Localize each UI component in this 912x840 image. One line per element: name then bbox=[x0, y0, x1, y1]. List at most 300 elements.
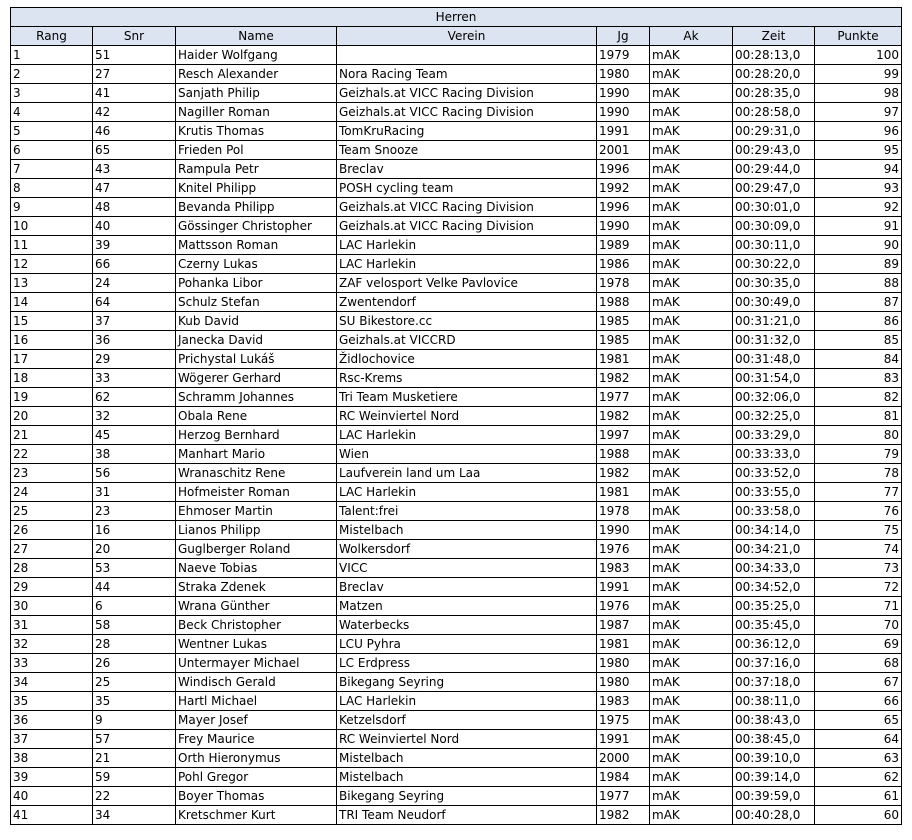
cell-ak: mAK bbox=[650, 464, 733, 483]
cell-ak: mAK bbox=[650, 350, 733, 369]
header-row bbox=[11, 27, 902, 46]
cell-snr: 25 bbox=[93, 673, 176, 692]
cell-punkte: 81 bbox=[815, 407, 902, 426]
table-row bbox=[11, 426, 902, 445]
cell-name: Pohanka Libor bbox=[176, 274, 337, 293]
cell-jg: 1983 bbox=[597, 559, 650, 578]
cell-ak: mAK bbox=[650, 540, 733, 559]
cell-verein: LCU Pyhra bbox=[337, 635, 597, 654]
cell-verein: Mistelbach bbox=[337, 749, 597, 768]
cell-rang: 4 bbox=[11, 103, 93, 122]
table-row bbox=[11, 369, 902, 388]
cell-snr: 22 bbox=[93, 787, 176, 806]
cell-verein: Geizhals.at VICCRD bbox=[337, 331, 597, 350]
cell-ak: mAK bbox=[650, 502, 733, 521]
cell-punkte: 94 bbox=[815, 160, 902, 179]
cell-verein: VICC bbox=[337, 559, 597, 578]
cell-verein: Rsc-Krems bbox=[337, 369, 597, 388]
table-row bbox=[11, 616, 902, 635]
cell-verein: SU Bikestore.cc bbox=[337, 312, 597, 331]
cell-verein: LAC Harlekin bbox=[337, 692, 597, 711]
table-row bbox=[11, 179, 902, 198]
cell-ak: mAK bbox=[650, 103, 733, 122]
table-row bbox=[11, 806, 902, 825]
cell-snr: 53 bbox=[93, 559, 176, 578]
cell-name: Guglberger Roland bbox=[176, 540, 337, 559]
cell-rang: 2 bbox=[11, 65, 93, 84]
cell-ak: mAK bbox=[650, 578, 733, 597]
cell-zeit: 00:30:35,0 bbox=[733, 274, 815, 293]
cell-snr: 20 bbox=[93, 540, 176, 559]
cell-punkte: 65 bbox=[815, 711, 902, 730]
cell-verein: Breclav bbox=[337, 160, 597, 179]
cell-verein: Mistelbach bbox=[337, 768, 597, 787]
cell-punkte: 83 bbox=[815, 369, 902, 388]
cell-punkte: 87 bbox=[815, 293, 902, 312]
table-row bbox=[11, 103, 902, 122]
table-row bbox=[11, 407, 902, 426]
cell-name: Wranaschitz Rene bbox=[176, 464, 337, 483]
cell-punkte: 90 bbox=[815, 236, 902, 255]
cell-zeit: 00:38:45,0 bbox=[733, 730, 815, 749]
cell-rang: 29 bbox=[11, 578, 93, 597]
cell-jg: 2001 bbox=[597, 141, 650, 160]
table-row bbox=[11, 502, 902, 521]
cell-zeit: 00:35:25,0 bbox=[733, 597, 815, 616]
cell-jg: 1990 bbox=[597, 84, 650, 103]
cell-snr: 51 bbox=[93, 46, 176, 65]
cell-verein: LC Erdpress bbox=[337, 654, 597, 673]
cell-rang: 35 bbox=[11, 692, 93, 711]
cell-jg: 1981 bbox=[597, 483, 650, 502]
cell-ak: mAK bbox=[650, 616, 733, 635]
table-row bbox=[11, 578, 902, 597]
cell-ak: mAK bbox=[650, 141, 733, 160]
cell-jg: 1975 bbox=[597, 711, 650, 730]
cell-name: Schulz Stefan bbox=[176, 293, 337, 312]
cell-ak: mAK bbox=[650, 293, 733, 312]
table-row bbox=[11, 711, 902, 730]
cell-name: Obala Rene bbox=[176, 407, 337, 426]
cell-zeit: 00:31:54,0 bbox=[733, 369, 815, 388]
cell-jg: 2000 bbox=[597, 749, 650, 768]
cell-zeit: 00:34:52,0 bbox=[733, 578, 815, 597]
cell-snr: 28 bbox=[93, 635, 176, 654]
cell-rang: 33 bbox=[11, 654, 93, 673]
cell-name: Boyer Thomas bbox=[176, 787, 337, 806]
cell-name: Sanjath Philip bbox=[176, 84, 337, 103]
cell-ak: mAK bbox=[650, 255, 733, 274]
cell-verein: Židlochovice bbox=[337, 350, 597, 369]
cell-ak: mAK bbox=[650, 46, 733, 65]
cell-verein: Matzen bbox=[337, 597, 597, 616]
cell-name: Ehmoser Martin bbox=[176, 502, 337, 521]
cell-snr: 34 bbox=[93, 806, 176, 825]
cell-verein: Wolkersdorf bbox=[337, 540, 597, 559]
cell-zeit: 00:33:52,0 bbox=[733, 464, 815, 483]
cell-verein: TRI Team Neudorf bbox=[337, 806, 597, 825]
cell-punkte: 63 bbox=[815, 749, 902, 768]
cell-ak: mAK bbox=[650, 65, 733, 84]
cell-zeit: 00:34:21,0 bbox=[733, 540, 815, 559]
cell-snr: 65 bbox=[93, 141, 176, 160]
cell-rang: 6 bbox=[11, 141, 93, 160]
cell-ak: mAK bbox=[650, 274, 733, 293]
cell-snr: 59 bbox=[93, 768, 176, 787]
cell-punkte: 79 bbox=[815, 445, 902, 464]
cell-snr: 44 bbox=[93, 578, 176, 597]
cell-ak: mAK bbox=[650, 559, 733, 578]
table-row bbox=[11, 141, 902, 160]
cell-rang: 3 bbox=[11, 84, 93, 103]
cell-snr: 42 bbox=[93, 103, 176, 122]
cell-verein: Team Snooze bbox=[337, 141, 597, 160]
cell-verein: Wien bbox=[337, 445, 597, 464]
cell-name: Resch Alexander bbox=[176, 65, 337, 84]
cell-ak: mAK bbox=[650, 198, 733, 217]
cell-punkte: 70 bbox=[815, 616, 902, 635]
cell-snr: 48 bbox=[93, 198, 176, 217]
table-row bbox=[11, 464, 902, 483]
cell-rang: 36 bbox=[11, 711, 93, 730]
cell-snr: 32 bbox=[93, 407, 176, 426]
cell-snr: 46 bbox=[93, 122, 176, 141]
cell-punkte: 60 bbox=[815, 806, 902, 825]
table-row bbox=[11, 559, 902, 578]
cell-name: Prichystal Lukáš bbox=[176, 350, 337, 369]
table-row bbox=[11, 312, 902, 331]
col-header-verein: Verein bbox=[337, 27, 597, 46]
cell-ak: mAK bbox=[650, 426, 733, 445]
cell-rang: 15 bbox=[11, 312, 93, 331]
table-row bbox=[11, 46, 902, 65]
cell-zeit: 00:39:59,0 bbox=[733, 787, 815, 806]
cell-verein: Geizhals.at VICC Racing Division bbox=[337, 103, 597, 122]
cell-verein: POSH cycling team bbox=[337, 179, 597, 198]
cell-jg: 1991 bbox=[597, 122, 650, 141]
cell-name: Nagiller Roman bbox=[176, 103, 337, 122]
cell-ak: mAK bbox=[650, 806, 733, 825]
cell-punkte: 68 bbox=[815, 654, 902, 673]
cell-verein: Tri Team Musketiere bbox=[337, 388, 597, 407]
cell-punkte: 72 bbox=[815, 578, 902, 597]
table-row bbox=[11, 160, 902, 179]
cell-rang: 5 bbox=[11, 122, 93, 141]
table-row bbox=[11, 787, 902, 806]
cell-zeit: 00:37:16,0 bbox=[733, 654, 815, 673]
cell-punkte: 69 bbox=[815, 635, 902, 654]
table-row bbox=[11, 540, 902, 559]
table-row bbox=[11, 122, 902, 141]
cell-zeit: 00:30:11,0 bbox=[733, 236, 815, 255]
cell-ak: mAK bbox=[650, 787, 733, 806]
cell-snr: 31 bbox=[93, 483, 176, 502]
cell-jg: 1982 bbox=[597, 369, 650, 388]
col-header-zeit: Zeit bbox=[733, 27, 815, 46]
cell-rang: 21 bbox=[11, 426, 93, 445]
cell-ak: mAK bbox=[650, 711, 733, 730]
cell-zeit: 00:29:44,0 bbox=[733, 160, 815, 179]
cell-jg: 1996 bbox=[597, 198, 650, 217]
cell-zeit: 00:32:25,0 bbox=[733, 407, 815, 426]
cell-verein: Nora Racing Team bbox=[337, 65, 597, 84]
cell-punkte: 85 bbox=[815, 331, 902, 350]
cell-verein: Breclav bbox=[337, 578, 597, 597]
cell-name: Bevanda Philipp bbox=[176, 198, 337, 217]
cell-jg: 1985 bbox=[597, 312, 650, 331]
cell-verein: ZAF velosport Velke Pavlovice bbox=[337, 274, 597, 293]
cell-zeit: 00:30:22,0 bbox=[733, 255, 815, 274]
cell-name: Frey Maurice bbox=[176, 730, 337, 749]
cell-jg: 1978 bbox=[597, 274, 650, 293]
cell-ak: mAK bbox=[650, 217, 733, 236]
cell-punkte: 61 bbox=[815, 787, 902, 806]
cell-jg: 1990 bbox=[597, 521, 650, 540]
cell-ak: mAK bbox=[650, 331, 733, 350]
cell-jg: 1977 bbox=[597, 787, 650, 806]
cell-zeit: 00:35:45,0 bbox=[733, 616, 815, 635]
cell-name: Krutis Thomas bbox=[176, 122, 337, 141]
cell-punkte: 74 bbox=[815, 540, 902, 559]
cell-punkte: 82 bbox=[815, 388, 902, 407]
cell-rang: 12 bbox=[11, 255, 93, 274]
cell-jg: 1980 bbox=[597, 673, 650, 692]
cell-verein: Bikegang Seyring bbox=[337, 673, 597, 692]
cell-punkte: 97 bbox=[815, 103, 902, 122]
cell-jg: 1990 bbox=[597, 103, 650, 122]
cell-ak: mAK bbox=[650, 407, 733, 426]
title-row bbox=[11, 8, 902, 27]
cell-snr: 6 bbox=[93, 597, 176, 616]
cell-jg: 1991 bbox=[597, 730, 650, 749]
cell-verein: LAC Harlekin bbox=[337, 426, 597, 445]
cell-ak: mAK bbox=[650, 597, 733, 616]
col-header-punkte: Punkte bbox=[815, 27, 902, 46]
cell-name: Wögerer Gerhard bbox=[176, 369, 337, 388]
cell-zeit: 00:33:55,0 bbox=[733, 483, 815, 502]
cell-jg: 1980 bbox=[597, 65, 650, 84]
table-row bbox=[11, 730, 902, 749]
cell-zeit: 00:38:11,0 bbox=[733, 692, 815, 711]
cell-zeit: 00:40:28,0 bbox=[733, 806, 815, 825]
cell-ak: mAK bbox=[650, 122, 733, 141]
cell-name: Wentner Lukas bbox=[176, 635, 337, 654]
cell-jg: 1990 bbox=[597, 217, 650, 236]
cell-verein: LAC Harlekin bbox=[337, 255, 597, 274]
cell-rang: 10 bbox=[11, 217, 93, 236]
cell-name: Lianos Philipp bbox=[176, 521, 337, 540]
cell-punkte: 96 bbox=[815, 122, 902, 141]
cell-verein: Geizhals.at VICC Racing Division bbox=[337, 198, 597, 217]
cell-name: Rampula Petr bbox=[176, 160, 337, 179]
cell-name: Straka Zdenek bbox=[176, 578, 337, 597]
results-sheet bbox=[10, 7, 902, 825]
cell-name: Orth Hieronymus bbox=[176, 749, 337, 768]
cell-jg: 1997 bbox=[597, 426, 650, 445]
cell-jg: 1987 bbox=[597, 616, 650, 635]
cell-zeit: 00:30:49,0 bbox=[733, 293, 815, 312]
cell-name: Pohl Gregor bbox=[176, 768, 337, 787]
cell-punkte: 66 bbox=[815, 692, 902, 711]
cell-jg: 1989 bbox=[597, 236, 650, 255]
cell-name: Untermayer Michael bbox=[176, 654, 337, 673]
cell-snr: 38 bbox=[93, 445, 176, 464]
cell-name: Mayer Josef bbox=[176, 711, 337, 730]
cell-zeit: 00:39:10,0 bbox=[733, 749, 815, 768]
cell-name: Czerny Lukas bbox=[176, 255, 337, 274]
cell-punkte: 88 bbox=[815, 274, 902, 293]
cell-zeit: 00:31:21,0 bbox=[733, 312, 815, 331]
table-row bbox=[11, 274, 902, 293]
cell-jg: 1986 bbox=[597, 255, 650, 274]
cell-zeit: 00:31:48,0 bbox=[733, 350, 815, 369]
cell-zeit: 00:28:58,0 bbox=[733, 103, 815, 122]
cell-jg: 1981 bbox=[597, 635, 650, 654]
cell-jg: 1980 bbox=[597, 654, 650, 673]
cell-jg: 1977 bbox=[597, 388, 650, 407]
cell-name: Windisch Gerald bbox=[176, 673, 337, 692]
table-title: Herren bbox=[11, 8, 902, 27]
cell-zeit: 00:39:14,0 bbox=[733, 768, 815, 787]
table-row bbox=[11, 483, 902, 502]
cell-punkte: 67 bbox=[815, 673, 902, 692]
cell-rang: 9 bbox=[11, 198, 93, 217]
cell-jg: 1982 bbox=[597, 806, 650, 825]
cell-name: Knitel Philipp bbox=[176, 179, 337, 198]
cell-jg: 1981 bbox=[597, 350, 650, 369]
table-row bbox=[11, 388, 902, 407]
table-row bbox=[11, 445, 902, 464]
cell-name: Kretschmer Kurt bbox=[176, 806, 337, 825]
cell-name: Herzog Bernhard bbox=[176, 426, 337, 445]
cell-ak: mAK bbox=[650, 673, 733, 692]
cell-zeit: 00:34:14,0 bbox=[733, 521, 815, 540]
cell-verein: Ketzelsdorf bbox=[337, 711, 597, 730]
table-row bbox=[11, 293, 902, 312]
cell-snr: 64 bbox=[93, 293, 176, 312]
cell-ak: mAK bbox=[650, 749, 733, 768]
cell-rang: 8 bbox=[11, 179, 93, 198]
cell-punkte: 93 bbox=[815, 179, 902, 198]
cell-punkte: 92 bbox=[815, 198, 902, 217]
cell-snr: 29 bbox=[93, 350, 176, 369]
cell-jg: 1985 bbox=[597, 331, 650, 350]
cell-snr: 41 bbox=[93, 84, 176, 103]
cell-rang: 14 bbox=[11, 293, 93, 312]
cell-zeit: 00:28:13,0 bbox=[733, 46, 815, 65]
cell-zeit: 00:34:33,0 bbox=[733, 559, 815, 578]
cell-zeit: 00:33:29,0 bbox=[733, 426, 815, 445]
cell-verein: Geizhals.at VICC Racing Division bbox=[337, 217, 597, 236]
cell-rang: 34 bbox=[11, 673, 93, 692]
cell-verein: Zwentendorf bbox=[337, 293, 597, 312]
cell-rang: 23 bbox=[11, 464, 93, 483]
cell-ak: mAK bbox=[650, 312, 733, 331]
cell-punkte: 71 bbox=[815, 597, 902, 616]
cell-snr: 24 bbox=[93, 274, 176, 293]
cell-rang: 31 bbox=[11, 616, 93, 635]
cell-ak: mAK bbox=[650, 521, 733, 540]
cell-name: Hartl Michael bbox=[176, 692, 337, 711]
table-row bbox=[11, 749, 902, 768]
cell-rang: 20 bbox=[11, 407, 93, 426]
table-row bbox=[11, 255, 902, 274]
cell-zeit: 00:31:32,0 bbox=[733, 331, 815, 350]
cell-snr: 57 bbox=[93, 730, 176, 749]
cell-snr: 33 bbox=[93, 369, 176, 388]
cell-rang: 13 bbox=[11, 274, 93, 293]
cell-snr: 58 bbox=[93, 616, 176, 635]
table-row bbox=[11, 597, 902, 616]
cell-snr: 47 bbox=[93, 179, 176, 198]
cell-rang: 16 bbox=[11, 331, 93, 350]
col-header-rang: Rang bbox=[11, 27, 93, 46]
cell-name: Hofmeister Roman bbox=[176, 483, 337, 502]
cell-verein: LAC Harlekin bbox=[337, 483, 597, 502]
cell-rang: 1 bbox=[11, 46, 93, 65]
cell-jg: 1996 bbox=[597, 160, 650, 179]
table-row bbox=[11, 768, 902, 787]
cell-verein: RC Weinviertel Nord bbox=[337, 730, 597, 749]
cell-snr: 39 bbox=[93, 236, 176, 255]
cell-zeit: 00:29:43,0 bbox=[733, 141, 815, 160]
cell-punkte: 99 bbox=[815, 65, 902, 84]
cell-snr: 43 bbox=[93, 160, 176, 179]
cell-name: Beck Christopher bbox=[176, 616, 337, 635]
cell-snr: 21 bbox=[93, 749, 176, 768]
cell-punkte: 100 bbox=[815, 46, 902, 65]
cell-rang: 11 bbox=[11, 236, 93, 255]
cell-zeit: 00:29:31,0 bbox=[733, 122, 815, 141]
cell-rang: 40 bbox=[11, 787, 93, 806]
cell-punkte: 91 bbox=[815, 217, 902, 236]
cell-jg: 1988 bbox=[597, 293, 650, 312]
cell-rang: 37 bbox=[11, 730, 93, 749]
cell-jg: 1991 bbox=[597, 578, 650, 597]
cell-rang: 24 bbox=[11, 483, 93, 502]
cell-verein: TomKruRacing bbox=[337, 122, 597, 141]
cell-rang: 28 bbox=[11, 559, 93, 578]
cell-zeit: 00:30:09,0 bbox=[733, 217, 815, 236]
cell-punkte: 75 bbox=[815, 521, 902, 540]
cell-zeit: 00:28:20,0 bbox=[733, 65, 815, 84]
cell-name: Mattsson Roman bbox=[176, 236, 337, 255]
cell-jg: 1982 bbox=[597, 407, 650, 426]
cell-verein: Mistelbach bbox=[337, 521, 597, 540]
cell-ak: mAK bbox=[650, 388, 733, 407]
cell-snr: 23 bbox=[93, 502, 176, 521]
cell-jg: 1978 bbox=[597, 502, 650, 521]
cell-snr: 66 bbox=[93, 255, 176, 274]
cell-zeit: 00:33:58,0 bbox=[733, 502, 815, 521]
cell-verein: Bikegang Seyring bbox=[337, 787, 597, 806]
cell-ak: mAK bbox=[650, 654, 733, 673]
cell-name: Kub David bbox=[176, 312, 337, 331]
results-table bbox=[10, 7, 902, 825]
cell-ak: mAK bbox=[650, 483, 733, 502]
cell-snr: 26 bbox=[93, 654, 176, 673]
cell-rang: 19 bbox=[11, 388, 93, 407]
cell-zeit: 00:32:06,0 bbox=[733, 388, 815, 407]
cell-ak: mAK bbox=[650, 236, 733, 255]
cell-jg: 1976 bbox=[597, 597, 650, 616]
col-header-snr: Snr bbox=[93, 27, 176, 46]
cell-ak: mAK bbox=[650, 635, 733, 654]
cell-jg: 1984 bbox=[597, 768, 650, 787]
cell-punkte: 89 bbox=[815, 255, 902, 274]
cell-rang: 30 bbox=[11, 597, 93, 616]
table-row bbox=[11, 350, 902, 369]
